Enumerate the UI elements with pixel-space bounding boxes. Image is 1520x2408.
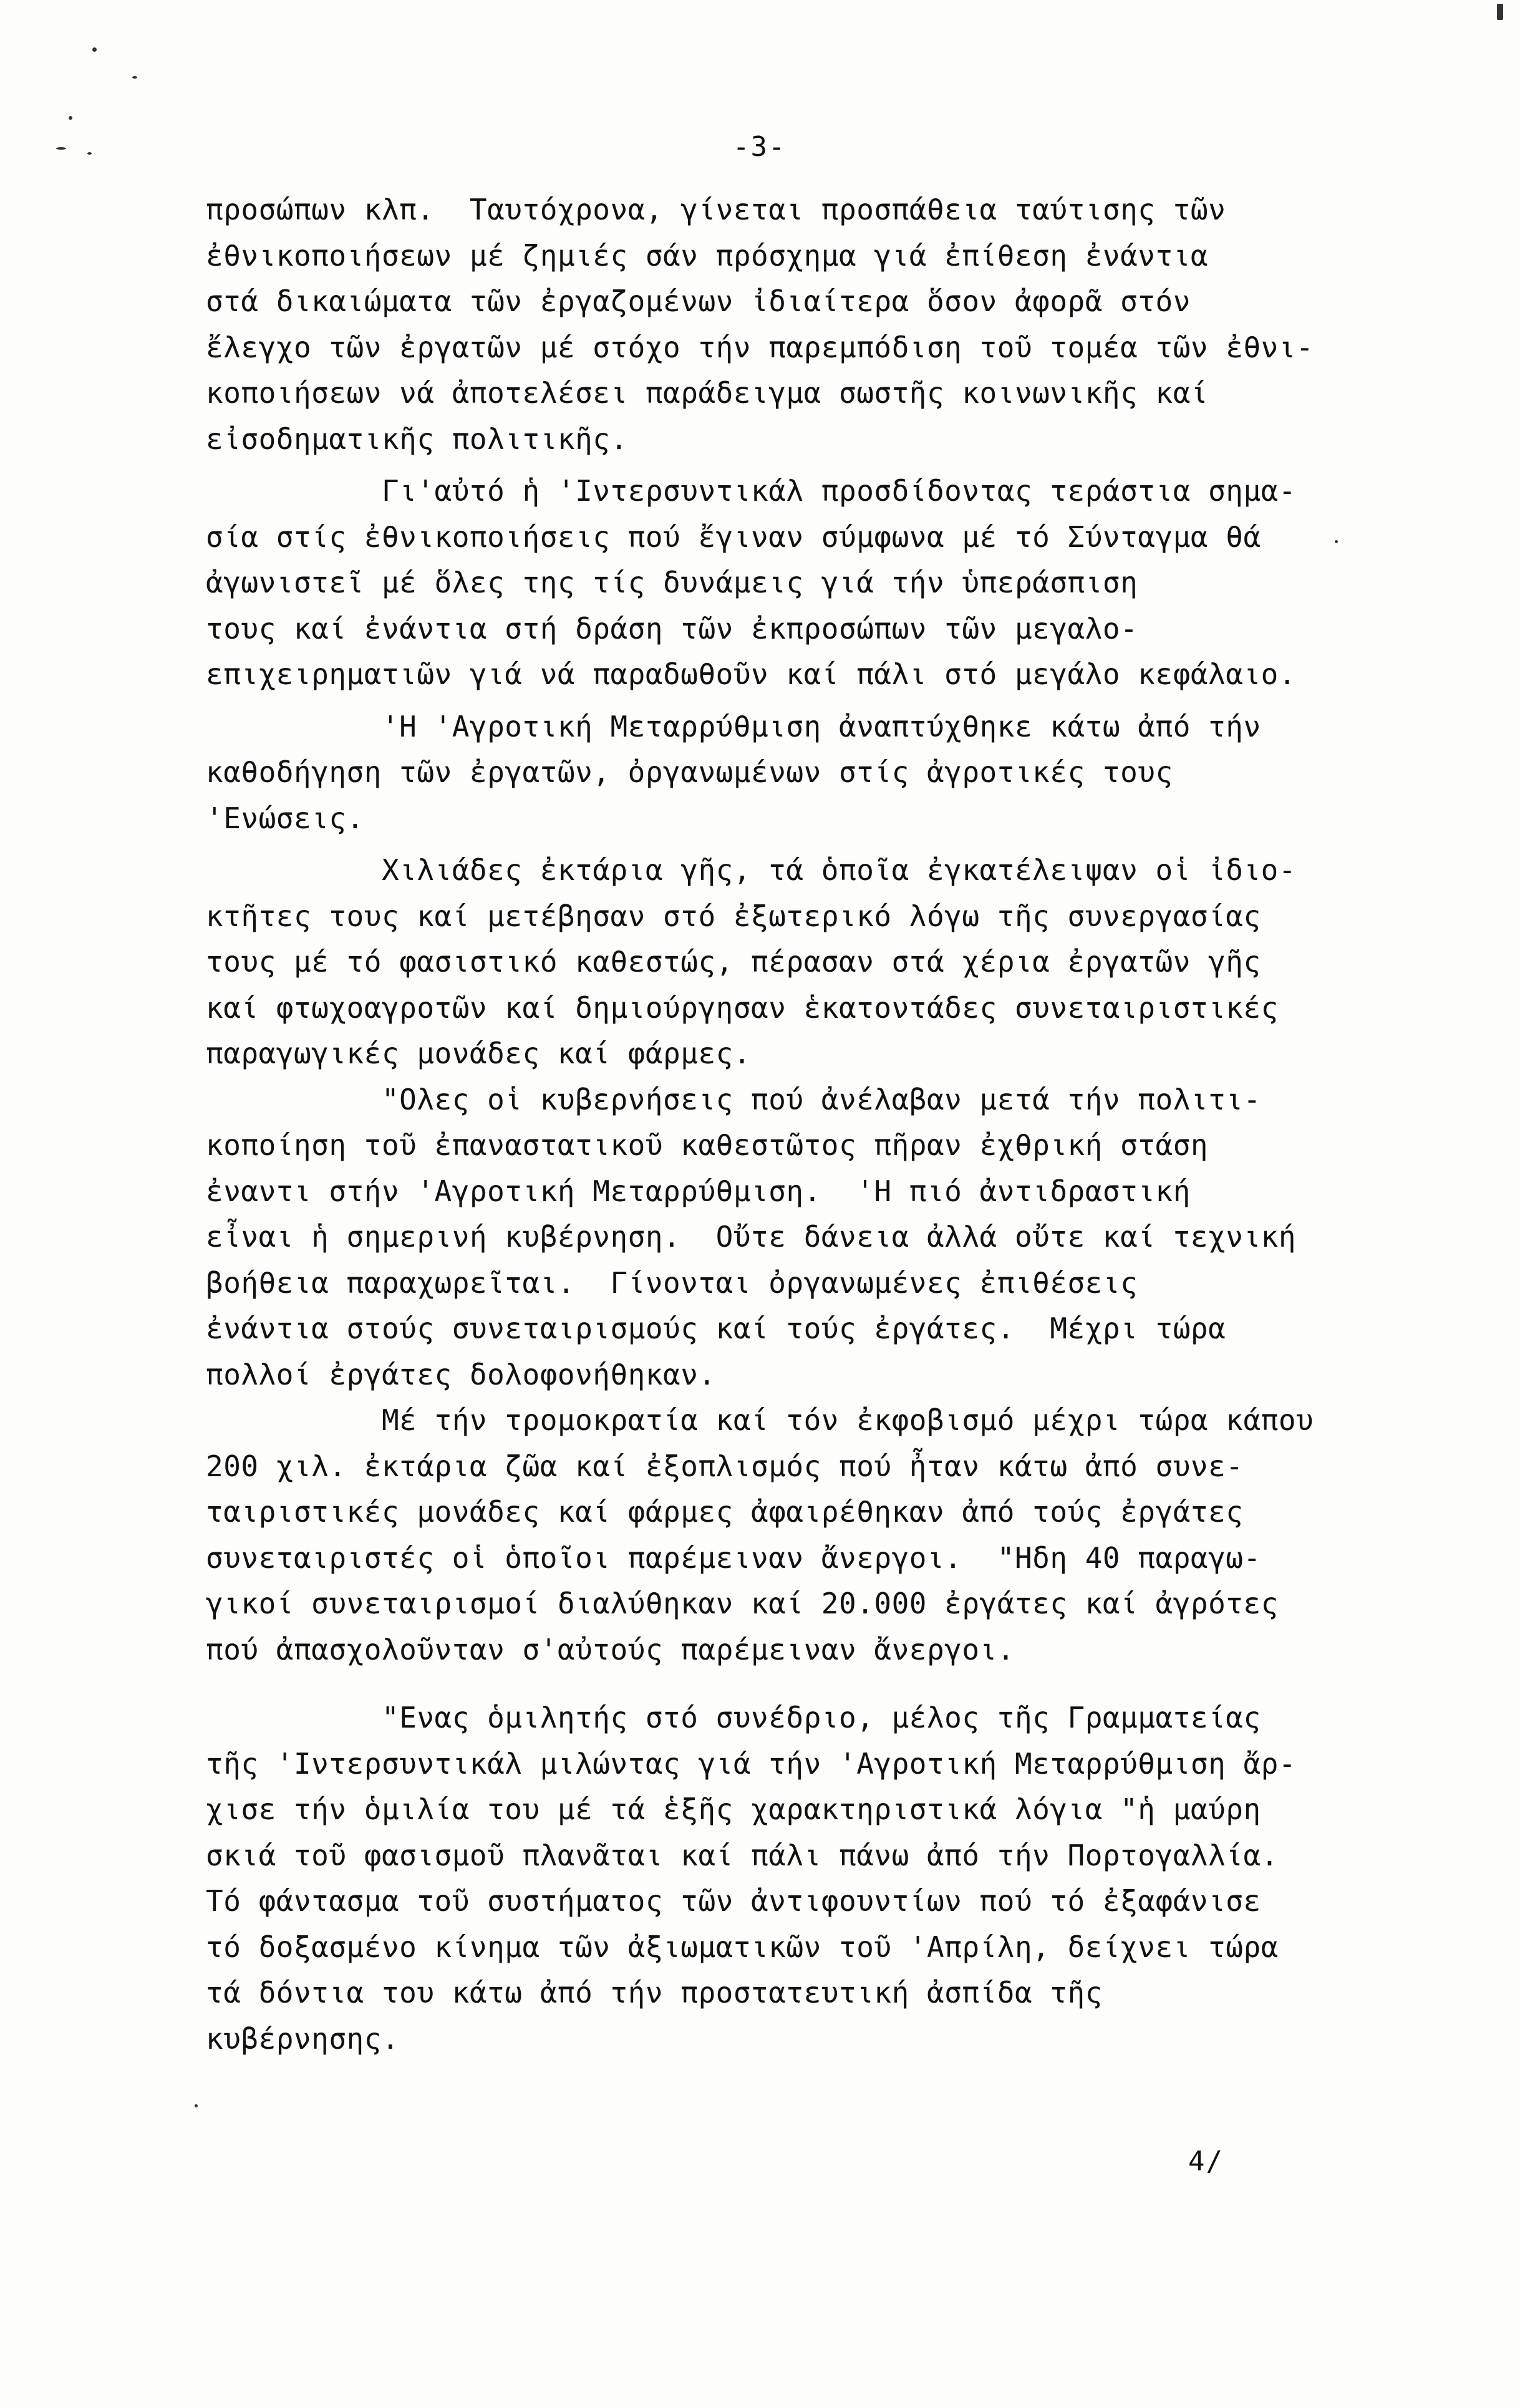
text-line: τό δοξασμένο κίνημα τῶν ἀξιωματικῶν τοῦ 'Απρίλη, δείχνει τώρα [206, 1930, 1279, 1964]
text-line: συνεταιριστές οἱ ὁποῖοι παρέμειναν ἄνεργοι. "Ηδη 40 παραγω- [206, 1540, 1261, 1575]
text-line: σκιά τοῦ φασισμοῦ πλανᾶται καί πάλι πάνω ἀπό τήν Πορτογαλλία. [206, 1838, 1279, 1872]
text-line: προσώπων κλπ. Ταυτόχρονα, γίνεται προσπάθεια ταύτισης τῶν [206, 193, 1226, 226]
page-number: -3- [733, 131, 787, 163]
text-line: 'Η 'Αγροτική Μεταρρύθμιση ἀναπτύχθηκε κάτω ἀπό τήν [206, 709, 1261, 743]
text-line: χισε τήν ὁμιλία του μέ τά ἑξῆς χαρακτηριστικά λόγια "ἡ μαύρη [206, 1792, 1261, 1826]
text-line: Τό φάντασμα τοῦ συστήματος τῶν ἀντιφουντίων πού τό ἐξαφάνισε [206, 1884, 1261, 1918]
text-line: ἔλεγχο τῶν ἐργατῶν μέ στόχο τήν παρεμπόδιση τοῦ τομέα τῶν ἐθνι- [206, 330, 1314, 364]
text-line: τῆς 'Ιντερσυντικάλ μιλώντας γιά τήν 'Αγροτική Μεταρρύθμιση ἄρ- [206, 1746, 1297, 1781]
text-line: τους μέ τό φασιστικό καθεστώς, πέρασαν στά χέρια ἐργατῶν γῆς [206, 945, 1261, 979]
text-line: ἐθνικοποιήσεων μέ ζημιές σάν πρόσχημα γιά ἐπίθεση ἐνάντια [206, 238, 1209, 273]
text-line: κοποιήσεων νά ἀποτελέσει παράδειγμα σωστῆς κοινωνικῆς καί [206, 376, 1209, 410]
document-body [206, 187, 1391, 2062]
scan-speck [56, 147, 66, 150]
text-line: τά δόντια του κάτω ἀπό τήν προστατευτική ἀσπίδα τῆς [206, 1976, 1103, 2009]
text-line: ταιριστικές μονάδες καί φάρμες ἀφαιρέθηκαν ἀπό τούς ἐργάτες [206, 1495, 1244, 1529]
continuation-marker: 4/ [1188, 2145, 1224, 2177]
text-line: κτῆτες τους καί μετέβησαν στό ἐξωτερικό λόγω τῆς συνεργασίας [206, 899, 1261, 933]
text-line: καθοδήγηση τῶν ἐργατῶν, ὀργανωμένων στίς ἀγροτικές τους [206, 755, 1173, 789]
scan-speck [132, 76, 137, 79]
scan-speck [1497, 4, 1503, 20]
text-line: βοήθεια παραχωρεῖται. Γίνονται ὀργανωμένες ἐπιθέσεις [206, 1265, 1138, 1300]
text-line: πού ἀπασχολοῦνταν σ'αὐτούς παρέμειναν ἄνεργοι. [206, 1632, 1015, 1666]
text-line: καί φτωχοαγροτῶν καί δημιούργησαν ἑκατοντάδες συνεταιριστικές [206, 990, 1279, 1025]
text-line: εἶναι ἡ σημερινή κυβέρνηση. Οὔτε δάνεια ἀλλά οὔτε καί τεχνική [206, 1220, 1297, 1254]
text-line: 200 χιλ. ἐκτάρια ζῶα καί ἐξοπλισμός πού ἦταν κάτω ἀπό συνε- [206, 1449, 1244, 1483]
text-line: Γι'αὐτό ἡ 'Ιντερσυντικάλ προσδίδοντας τεράστια σημα- [206, 474, 1297, 508]
text-line: γικοί συνεταιρισμοί διαλύθηκαν καί 20.000 ἐργάτες καί ἀγρότες [206, 1587, 1279, 1620]
text-line: Μέ τήν τρομοκρατία καί τόν ἐκφοβισμό μέχρι τώρα κάπου [206, 1403, 1314, 1437]
scan-speck [1335, 540, 1338, 543]
scan-speck [195, 2104, 198, 2107]
text-line: παραγωγικές μονάδες καί φάρμες. [206, 1037, 752, 1070]
text-line: ἀγωνιστεῖ μέ ὅλες της τίς δυνάμεις γιά τήν ὑπεράσπιση [206, 566, 1138, 599]
text-line: τους καί ἐνάντια στή δράση τῶν ἐκπροσώπων τῶν μεγαλο- [206, 611, 1138, 646]
text-line: επιχειρηματιῶν γιά νά παραδωθοῦν καί πάλι στό μεγάλο κεφάλαιο. [206, 657, 1297, 691]
text-line: κυβέρνησης. [206, 2021, 400, 2056]
scan-speck [87, 152, 92, 155]
text-line: πολλοί ἐργάτες δολοφονήθηκαν. [206, 1357, 716, 1391]
text-line: "Ολες οἱ κυβερνήσεις πού ἀνέλαβαν μετά τήν πολιτι- [206, 1082, 1261, 1116]
text-line: σία στίς ἐθνικοποιήσεις πού ἔγιναν σύμφωνα μέ τό Σύνταγμα θά [206, 520, 1261, 554]
text-line: 'Ενώσεις. [206, 801, 364, 835]
text-line: ἐναντι στήν 'Αγροτική Μεταρρύθμιση. 'Η πιό ἀντιδραστική [206, 1174, 1191, 1208]
text-line: στά δικαιώματα τῶν ἐργαζομένων ἰδιαίτερα ὅσον ἀφορᾶ στόν [206, 284, 1191, 318]
text-line: "Ενας ὁμιλητής στό συνέδριο, μέλος τῆς Γραμματείας [206, 1701, 1261, 1734]
text-line: Χιλιάδες ἐκτάρια γῆς, τά ὁποῖα ἐγκατέλειψαν οἱ ἰδιο- [206, 853, 1297, 887]
scan-speck [69, 116, 72, 120]
text-line: εἰσοδηματικῆς πολιτικῆς. [206, 422, 628, 456]
scan-speck [92, 47, 97, 52]
text-line: κοποίηση τοῦ ἐπαναστατικοῦ καθεστῶτος πῆραν ἐχθρική στάση [206, 1128, 1209, 1162]
text-line: ἐνάντια στούς συνεταιρισμούς καί τούς ἐργάτες. Μέχρι τώρα [206, 1312, 1226, 1345]
